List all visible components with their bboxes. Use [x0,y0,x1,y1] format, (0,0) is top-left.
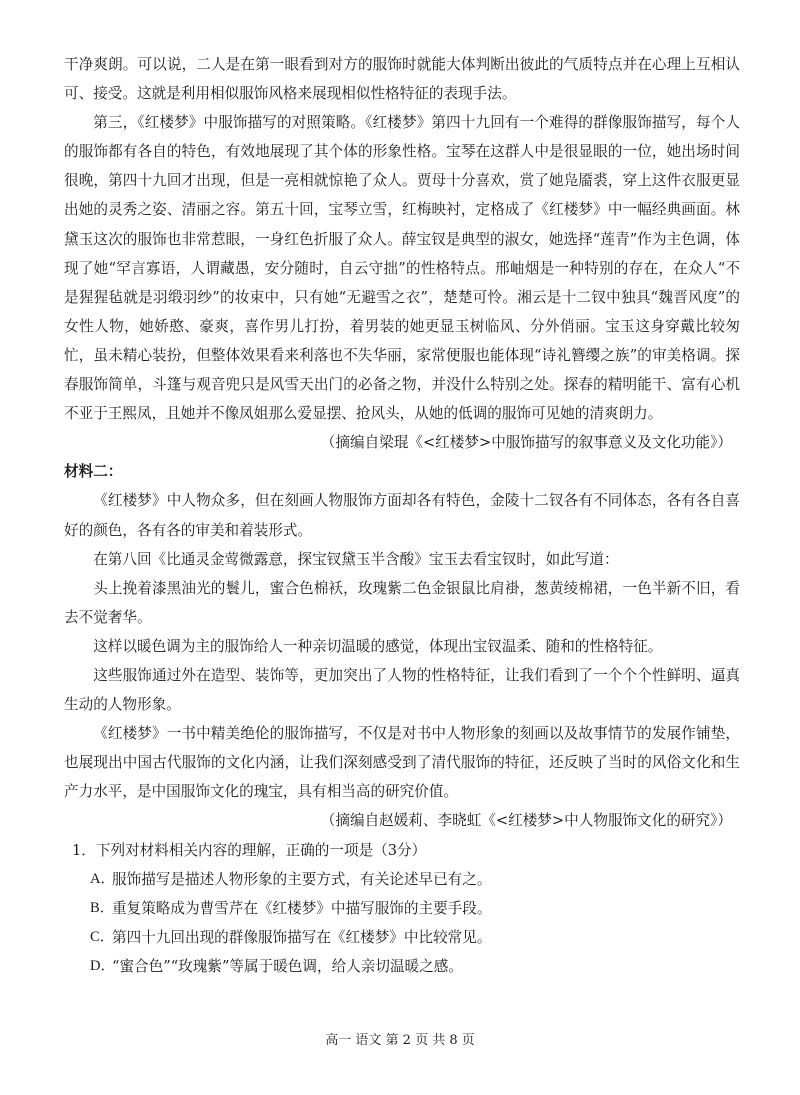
material1-paragraph-continued: 干净爽朗。可以说，二人是在第一眼看到对方的服饰时就能大体判断出彼此的气质特点并在心理上互相认可、接受。这就是利用相似服饰风格来展现相似性格特征的表现手法。 [64,56,740,103]
material2-paragraph: 《红楼梦》中人物众多，但在刻画人物服饰方面却各有特色，金陵十二钗各有不同体态，各有各自喜好的颜色，各有各的审美和着装形式。 [64,492,740,539]
document-page [64,50,740,981]
option-text: 重复策略成为曹雪芹在《红楼梦》中描写服饰的主要手段。 [112,899,492,917]
question-1-option-a [64,865,740,894]
option-letter: D． [90,957,116,974]
material1-source: （摘编自梁琨《<红楼梦>中服饰描写的叙事意义及文化功能》） [320,434,732,452]
material2-paragraph: 这些服饰通过外在造型、装饰等，更加突出了人物的性格特征，让我们看到了一个个个性鲜明、逼真生动的人物形象。 [64,666,740,714]
option-letter: A． [90,870,116,887]
option-letter: B． [90,899,115,916]
option-text: 第四十九回出现的群像服饰描写在《红楼梦》中比较常见。 [112,928,492,946]
page-footer: 高一 语文 第 2 页 共 8 页 [325,1033,475,1048]
material2-paragraph: 《红楼梦》一书中精美绝伦的服饰描写，不仅是对书中人物形象的刻画以及故事情节的发展作铺垫，也展现出中国古代服饰的文化内涵，让我们深刻感受到了清代服饰的特征，还反映了当时的风俗文化和生产力水平，是中国服饰文化的瑰宝，具有相当高的研究价值。 [64,725,740,801]
question-1-option-c [64,923,740,952]
option-text: “蜜合色”“玫瑰紫”等属于暖色调，给人亲切温暖之感。 [112,957,463,975]
material2-heading: 材料二： [64,463,123,481]
question-1-option-b [64,894,740,923]
material1-paragraph-third-point: 第三，《红楼梦》中服饰描写的对照策略。《红楼梦》第四十九回有一个难得的群像服饰描写，每个人的服饰都有各自的特色，有效地展现了其个体的形象性格。宝琴在这群人中是很显眼的一位，她出场时间很晚，第四十九回才出现，但是一亮相就惊艳了众人。贾母十分喜欢，赏了她凫靥裘，穿上这件衣服更显出她的灵秀之姿、清丽之容。第五十回，宝琴立雪，红梅映衬，定格成了《红楼梦》中一幅经典画面。林黛玉这次的服饰也非常惹眼，一身红色折服了众人。薛宝钗是典型的淑女，她选择“莲青”作为主色调，体现了她“罕言寡语，人谓藏愚，安分随时，自云守拙”的性格特点。邢岫烟是一种特别的存在，在众人“不是猩猩毡就是羽缎羽纱”的妆束中，只有她“无避雪之衣”，楚楚可怜。湘云是十二钗中独具“魏晋风度”的女性人物，她娇憨、豪爽，喜作男儿打扮，着男装的她更显玉树临风、分外俏丽。宝玉这身穿戴比较匆忙，虽未精心装扮，但整体效果看来利落也不失华丽，家常便服也能体现“诗礼簪缨之族”的审美格调。探春服饰简单，斗篷与观音兜只是风雪天出门的必备之物，并没什么特别之处。探春的精明能干、富有心机不亚于王熙凤，且她并不像凤姐那么爱显摆、抢风头，从她的低调的服饰可见她的清爽朗力。 [64,114,740,423]
material2-paragraph: 这样以暖色调为主的服饰给人一种亲切温暖的感觉，体现出宝钗温柔、随和的性格特征。 [93,637,663,655]
question-1-option-d [64,952,740,981]
material2-paragraph: 在第八回《比通灵金莺微露意，探宝钗黛玉半含酸》宝玉去看宝钗时，如此写道： [93,550,619,568]
question-1-stem: 1．下列对材料相关内容的理解，正确的一项是（3分） [72,841,427,859]
material2-quote: 头上挽着漆黑油光的鬟儿，蜜合色棉袄，玫瑰紫二色金银鼠比肩褂，葱黄绫棉裙，一色半新不旧，看去不觉奢华。 [64,579,740,626]
material2-source: （摘编自赵媛莉、李晓虹《<红楼梦>中人物服饰文化的研究》） [320,812,732,830]
option-letter: C． [90,928,115,945]
option-text: 服饰描写是描述人物形象的主要方式，有关论述早已有之。 [112,870,492,888]
